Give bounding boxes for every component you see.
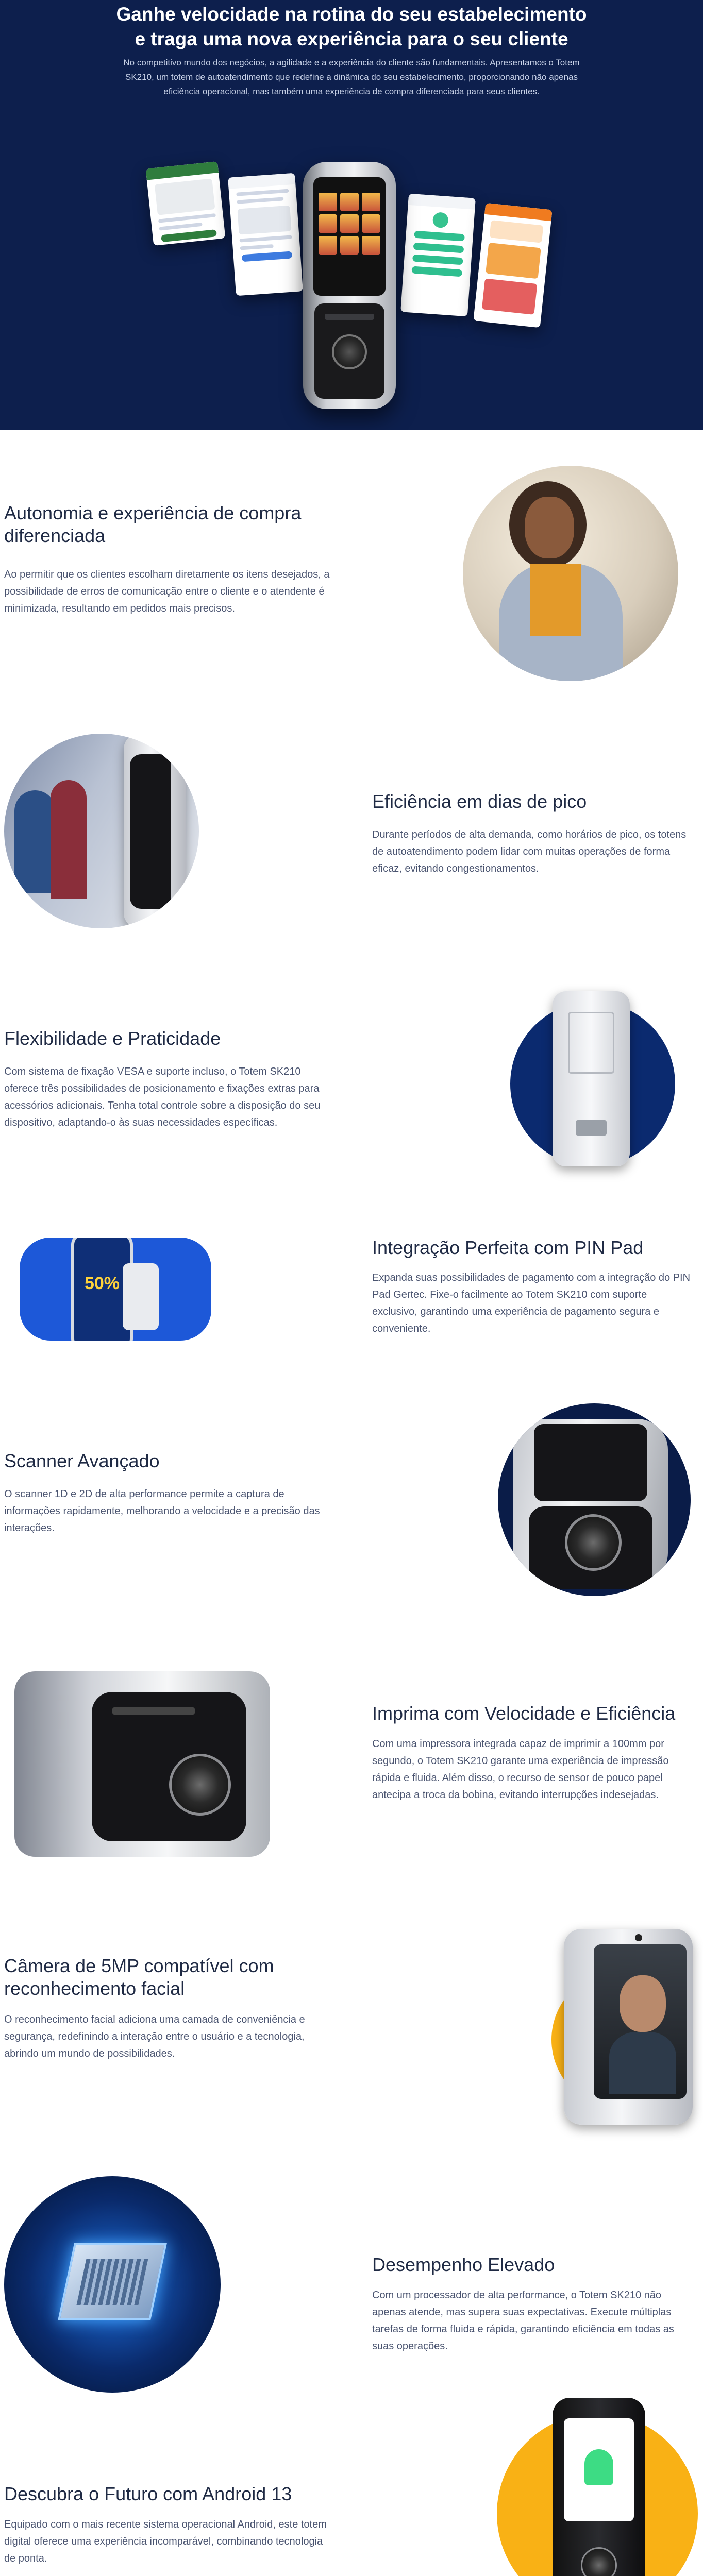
feature-flexibilidade <box>0 976 703 1218</box>
hero-product-showcase <box>139 155 562 430</box>
android-logo-icon <box>584 2449 613 2485</box>
app-screen-store <box>473 203 552 328</box>
app-screen-payment <box>228 173 303 296</box>
totem-sk210-device <box>303 162 396 409</box>
feature-description: Com uma impressora integrada capaz de imprimir a 100mm por segundo, o Totem SK210 garante uma experiência de impressão rápida e fluida. Além disso, o recurso de sensor de pouco papel antecipa a troca da bobina, evitando interrupções indesejadas. <box>372 1738 669 1801</box>
promo-label: 50% <box>84 1274 120 1293</box>
feature-desempenho <box>0 2156 703 2413</box>
printer-slot <box>325 314 374 320</box>
pin-pad-image <box>20 1238 211 1341</box>
hero-title <box>0 2 703 52</box>
feature-title: Eficiência em dias de pico <box>372 791 587 812</box>
feature-camera <box>0 1913 703 2156</box>
feature-description: Ao permitir que os clientes escolham diretamente os itens desejados, a possibilidade de erros de comunicação entre o cliente e o atendente é minimizada, resultando em pedidos mais precisos. <box>4 569 330 614</box>
feature-impressora <box>0 1671 703 1913</box>
scanner-closeup-image <box>498 1403 691 1596</box>
hero-description: No competitivo mundo dos negócios, a agilidade e a experiência do cliente são fundamentais. Apresentamos o Totem SK210, um totem de autoatendimento que redefine a dinâmica do seu estabelecimento, proporcionando não apenas eficiência operacional, mas também uma experiência de compra diferenciada para seus clientes. <box>123 58 580 96</box>
feature-autonomia <box>0 430 703 713</box>
feature-description: Equipado com o mais recente sistema operacional Android, este totem digital oferece uma experiência incomparável, combinando tecnologia de ponta. <box>4 2519 327 2564</box>
hero-title-line-1: Ganhe velocidade na rotina do seu estabelecimento <box>116 4 587 25</box>
crowd-with-kiosk-image <box>4 734 199 928</box>
feature-description: Expanda suas possibilidades de pagamento com a integração do PIN Pad Gertec. Fixe-o facilmente ao Totem SK210 com suporte exclusivo, garantindo uma experiência de pagamento segura e conveniente. <box>372 1272 691 1334</box>
hero-title-line-2: e traga uma nova experiência para o seu cliente <box>135 28 568 49</box>
scanner-lens-icon <box>332 334 367 369</box>
feature-android <box>0 2413 703 2576</box>
app-screen-pharmacy <box>400 194 476 317</box>
feature-title: Imprima com Velocidade e Eficiência <box>372 1703 676 1724</box>
kiosk-lower-panel <box>314 303 384 399</box>
feature-title: Descubra o Futuro com Android 13 <box>4 2483 292 2504</box>
feature-description: Com um processador de alta performance, o Totem SK210 não apenas atende, mas supera suas expectativas. Execute múltiplas tarefas de forma fluida e rápida, garantindo eficiência em todas as suas operações. <box>372 2290 674 2352</box>
hero-section <box>0 0 703 430</box>
feature-scanner <box>0 1439 703 1671</box>
app-screen-menu <box>146 161 226 246</box>
feature-description: O reconhecimento facial adiciona uma camada de conveniência e segurança, redefinindo a interação entre o usuário e a tecnologia, abrindo um mundo de possibilidades. <box>4 2014 305 2059</box>
android-kiosk-device <box>553 2398 645 2576</box>
feature-description: O scanner 1D e 2D de alta performance permite a captura de informações rapidamente, melhorando a velocidade e a precisão das interações. <box>4 1488 320 1534</box>
feature-title: Integração Perfeita com PIN Pad <box>372 1237 644 1258</box>
feature-title: Câmera de 5MP compatível com reconhecimento facial <box>4 1955 274 1999</box>
kiosk-back-panel <box>553 991 630 1166</box>
feature-description: Durante períodos de alta demanda, como horários de pico, os totens de autoatendimento podem lidar com muitas operações de forma eficaz, evitando congestionamentos. <box>372 829 687 874</box>
feature-title: Desempenho Elevado <box>372 2254 555 2275</box>
kiosk-screen <box>313 177 386 296</box>
feature-description: Com sistema de fixação VESA e suporte incluso, o Totem SK210 oferece três possibilidades de posicionamento e fixações extras para acessórios adicionais. Tenha total controle sobre a disposição do seu dispositivo, adaptando-o às suas necessidades específicas. <box>4 1066 321 1128</box>
processor-chip-image <box>4 2176 221 2393</box>
feature-title: Scanner Avançado <box>4 1450 160 1471</box>
printer-closeup-image <box>14 1671 270 1857</box>
woman-using-kiosk-image <box>463 466 678 681</box>
feature-title: Autonomia e experiência de compra diferenciada <box>4 502 302 546</box>
feature-eficiencia <box>0 713 703 976</box>
feature-title: Flexibilidade e Praticidade <box>4 1028 221 1049</box>
kiosk-camera-device <box>564 1929 693 2125</box>
